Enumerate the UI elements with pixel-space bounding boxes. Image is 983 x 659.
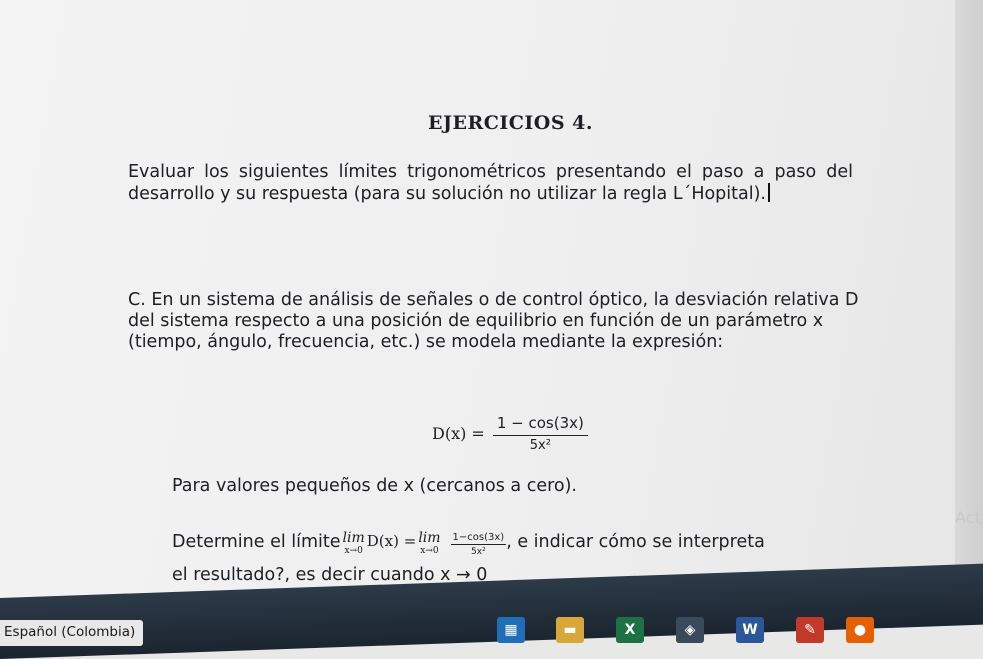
- small-values-line: Para valores pequeños de x (cercanos a cero).: [172, 476, 577, 496]
- activate-watermark: Act: [955, 508, 981, 527]
- formula-denominator: 5x²: [529, 438, 551, 453]
- limit-numerator: 1−cos(3x): [452, 532, 505, 543]
- limit-operator-2: [418, 532, 440, 558]
- lim-subscript: x→0: [420, 546, 439, 556]
- lim-subscript: x→0: [344, 546, 363, 556]
- exercise-heading: EJERCICIOS 4.: [428, 112, 593, 134]
- intro-paragraph[interactable]: [128, 162, 853, 205]
- formula-numerator: 1 − cos(3x): [493, 414, 588, 436]
- interpretation-line: el resultado?, es decir cuando x → 0: [172, 565, 488, 585]
- limit-mid: D(x) =: [366, 532, 417, 550]
- limit-question-line: [172, 532, 765, 558]
- paint-icon[interactable]: ✎: [796, 617, 824, 643]
- limit-denominator: 5x²: [471, 547, 486, 557]
- limit-fraction: [451, 532, 507, 557]
- excel-icon[interactable]: X: [616, 617, 644, 643]
- limit-question-end: , e indicar cómo se interpreta: [506, 532, 765, 552]
- part-c-paragraph: C. En un sistema de análisis de señales o de control óptico, la desviación relativa D del sistema respecto a una posición de equilibrio en función de un parámetro x (tiempo, ángulo, frecuencia, etc.) se modela mediante la expresión:: [128, 290, 859, 352]
- main-formula: [432, 414, 588, 453]
- firefox-icon[interactable]: ●: [846, 617, 874, 643]
- formula-fraction: [493, 414, 588, 453]
- intro-text: Evaluar los siguientes límites trigonométricos presentando el paso a paso del desarrollo y su respuesta (para su solución no utilizar la regla L´Hopital).: [128, 162, 853, 204]
- limit-operator-1: [343, 532, 365, 558]
- formula-lhs: D(x) =: [432, 424, 485, 443]
- store-icon[interactable]: ▦: [497, 617, 525, 643]
- folder-icon[interactable]: ▬: [556, 617, 584, 643]
- 3d-viewer-icon[interactable]: ◈: [676, 617, 704, 643]
- language-indicator[interactable]: Español (Colombia): [0, 620, 143, 646]
- limit-question-start: Determine el límite: [172, 532, 341, 552]
- text-cursor: [768, 183, 770, 202]
- lim-word: lim: [342, 530, 365, 546]
- lim-word: lim: [418, 530, 441, 546]
- word-icon[interactable]: W: [736, 617, 764, 643]
